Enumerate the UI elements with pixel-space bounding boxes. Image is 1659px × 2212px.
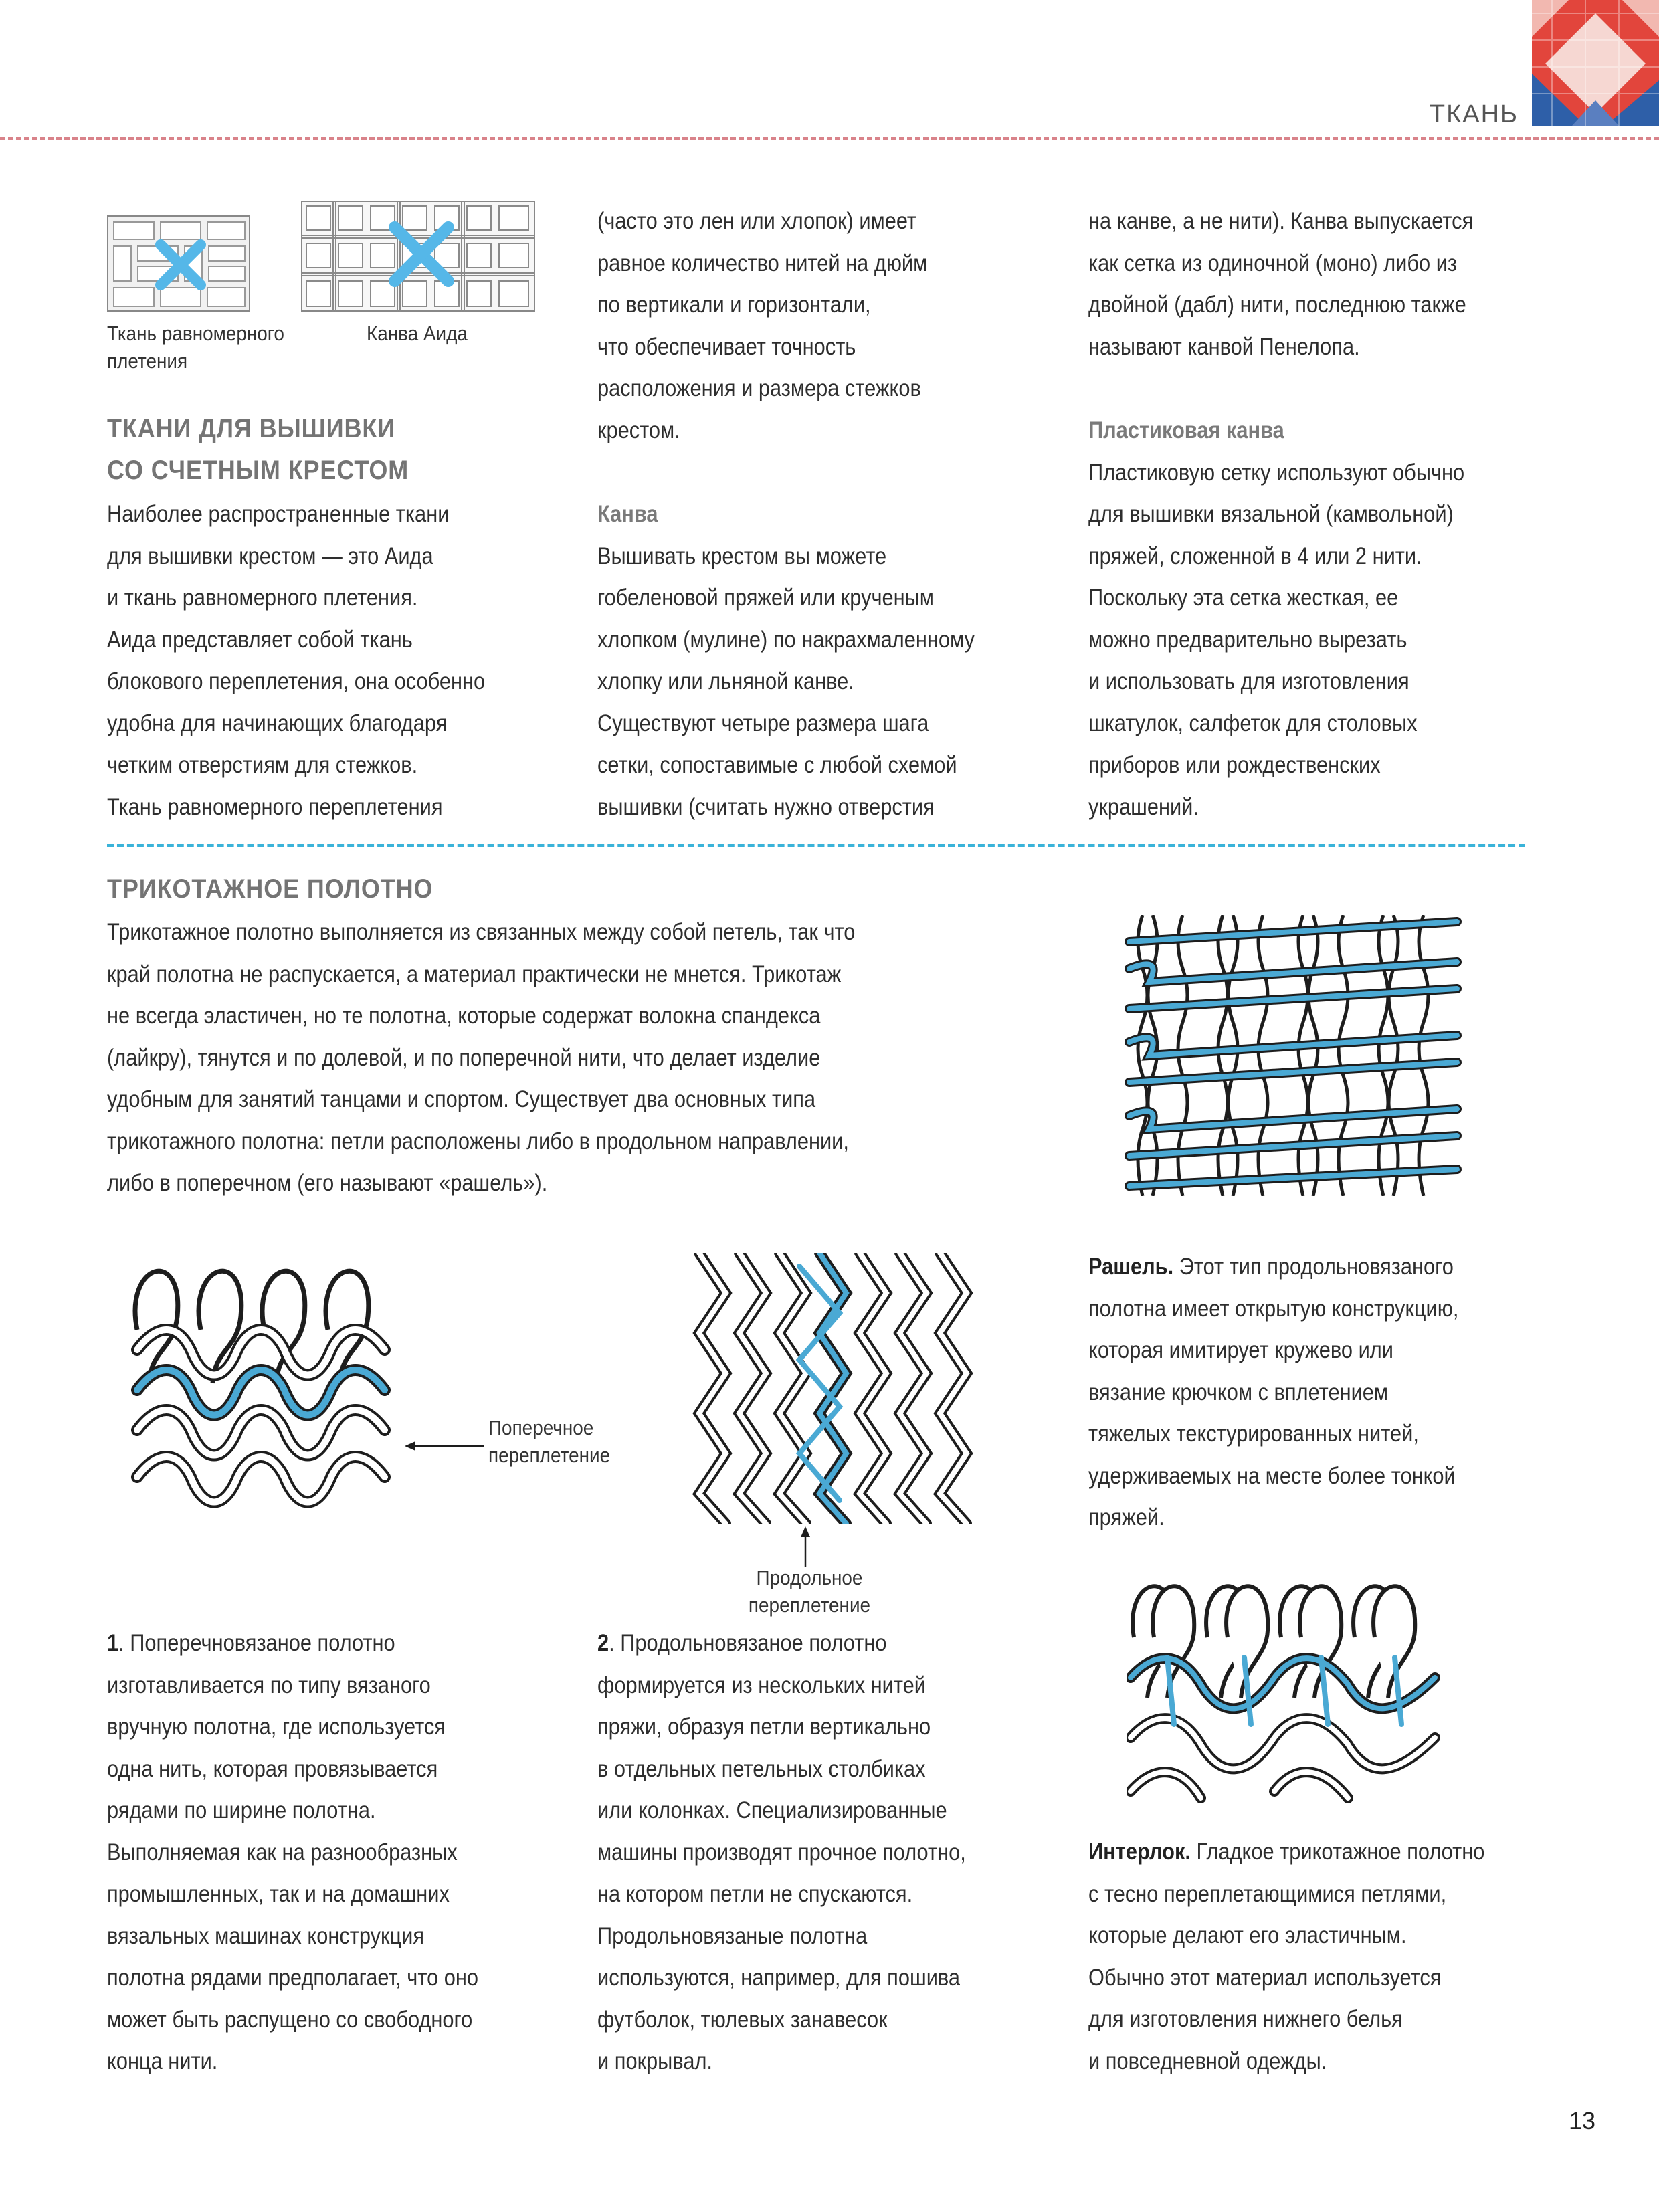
weft-label-line2: переплетение — [488, 1443, 611, 1467]
interlock-term: Интерлок. — [1088, 1839, 1191, 1865]
text-line: и ткань равномерного плетения. — [107, 585, 418, 611]
knit-heading: ТРИКОТАЖНОЕ ПОЛОТНО — [107, 874, 433, 904]
plastic-section — [1088, 410, 1524, 828]
text-line: удерживаемых на месте более тонкой — [1088, 1462, 1456, 1489]
text-line: удобна для начинающих благодаря — [107, 710, 448, 736]
even-weave-swatch — [107, 215, 250, 312]
interlock-text — [1088, 1831, 1524, 2082]
text-line: Обычно этот материал используется — [1088, 1964, 1442, 1991]
text-line: вышивки (считать нужно отверстия — [597, 793, 935, 820]
text-line: край полотна не распускается, а материал практически не мнется. Трикотаж — [107, 961, 842, 987]
canvas-heading: Канва — [597, 501, 658, 527]
counted-body — [107, 494, 543, 828]
text-line: по вертикали и горизонтали, — [597, 292, 871, 318]
text-line: и использовать для изготовления — [1088, 668, 1409, 694]
text-line: либо в поперечном (его называют «рашель»). — [107, 1170, 548, 1196]
text-line: и повседневной одежды. — [1088, 2047, 1327, 2074]
text-line: или колонках. Специализированные — [597, 1797, 947, 1823]
text-line: Ткань равномерного переплетения — [107, 793, 443, 820]
page-number: 13 — [1568, 2107, 1595, 2134]
item1-number: 1 — [107, 1630, 119, 1656]
aida-swatch — [301, 201, 535, 312]
text-line: гобеленовой пряжей или крученым — [597, 585, 934, 611]
text-line: и покрывал. — [597, 2048, 712, 2074]
text-line: вязание крючком с вплетением — [1088, 1379, 1389, 1405]
text-line: (лайкру), тянутся и по долевой, и по поперечной нити, что делает изделие — [107, 1044, 821, 1071]
interlock-first-line-text: Гладкое трикотажное полотно — [1190, 1839, 1485, 1865]
counted-heading — [107, 408, 468, 491]
text-line: машины производят прочное полотно, — [597, 1839, 966, 1866]
text-line: вязальных машинах конструкция — [107, 1922, 425, 1949]
text-line: рядами по ширине полотна. — [107, 1797, 376, 1823]
text-line: для изготовления нижнего белья — [1088, 2006, 1403, 2032]
text-line: промышленных, так и на домашних — [107, 1881, 450, 1907]
text-line: украшений. — [1088, 793, 1199, 820]
text-line: с тесно переплетающимися петлями, — [1088, 1880, 1447, 1907]
text-line: не всегда эластичен, но те полотна, которые содержат волокна спандекса — [107, 1003, 821, 1029]
item1-first-line — [107, 1623, 543, 1665]
text-line: футболок, тюлевых занавесок — [597, 2006, 888, 2033]
text-line: для вышивки крестом — это Аида — [107, 542, 433, 569]
text-line: равное количество нитей на дюйм — [597, 249, 928, 276]
corner-fabric-motif — [1532, 0, 1659, 126]
interlock-illustration — [1127, 1564, 1442, 1805]
text-line: что обеспечивает точность — [597, 333, 856, 360]
raschel-term: Рашель. — [1088, 1253, 1174, 1280]
text-line: четким отверстиям для стежков. — [107, 752, 418, 778]
text-line: на канве, а не нити). Канва выпускается — [1088, 208, 1474, 234]
text-line: Аида представляет собой ткань — [107, 626, 413, 653]
warp-label-line1: Продольное — [756, 1566, 863, 1589]
text-line: Выполняемая как на разнообразных — [107, 1839, 458, 1866]
warp-label-line2: переплетение — [748, 1593, 871, 1617]
text-line: вручную полотна, где используется — [107, 1714, 446, 1740]
raschel-first-line — [1088, 1246, 1524, 1288]
text-line: может быть распущено со свободного — [107, 2006, 473, 2033]
item1-text — [107, 1623, 543, 2083]
text-line: Вышивать крестом вы можете — [597, 542, 887, 569]
section-label: ТКАНЬ — [1429, 100, 1519, 128]
col2-top-body — [597, 201, 1033, 451]
text-line: Наиболее распространенные ткани — [107, 501, 450, 527]
text-line: Трикотажное полотно выполняется из связанных между собой петель, так что — [107, 919, 856, 945]
col3-top-body — [1088, 201, 1524, 368]
raschel-text — [1088, 1246, 1524, 1539]
text-line: шкатулок, салфеток для столовых — [1088, 710, 1418, 736]
text-line: пряжи, образуя петли вертикально — [597, 1714, 931, 1740]
text-line: Продольновязаные полотна — [597, 1922, 868, 1949]
text-line: блокового переплетения, она особенно — [107, 668, 486, 694]
text-line: тяжелых текстурированных нитей, — [1088, 1421, 1419, 1447]
text-line: полотна имеет открытую конструкцию, — [1088, 1295, 1459, 1322]
header-divider — [0, 137, 1659, 140]
counted-heading-line2: СО СЧЕТНЫМ КРЕСТОМ — [107, 456, 409, 485]
text-line: как сетка из одиночной (моно) либо из — [1088, 249, 1458, 276]
raschel-first-line-text: Этот тип продольновязаного — [1173, 1253, 1454, 1280]
canvas-section — [597, 494, 1033, 828]
text-line: трикотажного полотна: петли расположены либо в продольном направлении, — [107, 1128, 849, 1154]
text-line: в отдельных петельных столбиках — [597, 1755, 926, 1782]
text-line: хлопком (мулине) по накрахмаленному — [597, 626, 975, 653]
raschel-illustration — [1123, 915, 1468, 1196]
text-line: полотна рядами предполагает, что оно — [107, 1965, 479, 1991]
text-line: Поскольку эта сетка жесткая, ее — [1088, 585, 1399, 611]
weft-label-line1: Поперечное — [488, 1416, 594, 1439]
item1-first-line-text: . Поперечновязаное полотно — [118, 1630, 395, 1656]
interlock-first-line — [1088, 1831, 1524, 1874]
plastic-heading: Пластиковая канва — [1088, 417, 1284, 443]
section-divider — [107, 844, 1525, 847]
text-line: приборов или рождественских — [1088, 752, 1381, 778]
text-line: хлопку или льняной канве. — [597, 668, 854, 694]
text-line: которая имитирует кружево или — [1088, 1337, 1393, 1363]
weft-label — [488, 1414, 645, 1469]
item2-number: 2 — [597, 1630, 609, 1656]
text-line: можно предварительно вырезать — [1088, 626, 1407, 653]
text-line: используются, например, для пошива — [597, 1965, 961, 1991]
text-line: (часто это лен или хлопок) имеет — [597, 208, 917, 234]
text-line: крестом. — [597, 417, 680, 443]
text-line: для вышивки вязальной (камвольной) — [1088, 501, 1454, 527]
text-line: на котором петли не спускаются. — [597, 1881, 913, 1907]
text-line: формируется из нескольких нитей — [597, 1672, 926, 1698]
text-line: Пластиковую сетку используют обычно — [1088, 459, 1465, 486]
text-line: называют канвой Пенелопа. — [1088, 333, 1360, 360]
weft-arrow-icon — [405, 1439, 485, 1453]
aida-caption: Канва Аида — [367, 322, 468, 345]
item2-first-line — [597, 1623, 1033, 1665]
text-line: удобным для занятий танцами и спортом. Существует два основных типа — [107, 1086, 816, 1112]
warp-arrow-icon — [799, 1526, 812, 1567]
text-line: расположения и размера стежков — [597, 375, 921, 401]
warp-knit-illustration — [686, 1253, 987, 1524]
counted-heading-line1: ТКАНИ ДЛЯ ВЫШИВКИ — [107, 414, 396, 443]
even-weave-caption: Ткань равномерного плетения — [107, 322, 284, 373]
text-line: пряжей. — [1088, 1504, 1165, 1530]
item2-text — [597, 1623, 1033, 2083]
item2-first-line-text: . Продольновязаное полотно — [609, 1630, 887, 1656]
text-line: сетки, сопоставимые с любой схемой — [597, 752, 957, 778]
text-line: одна нить, которая провязывается — [107, 1755, 438, 1782]
text-line: которые делают его эластичным. — [1088, 1922, 1407, 1948]
text-line: Существуют четыре размера шага — [597, 710, 929, 736]
weft-knit-illustration — [130, 1249, 398, 1524]
text-line: двойной (дабл) нити, последнюю также — [1088, 292, 1466, 318]
text-line: изготавливается по типу вязаного — [107, 1672, 431, 1698]
text-line: пряжей, сложенной в 4 или 2 нити. — [1088, 542, 1422, 569]
text-line: конца нити. — [107, 2048, 218, 2074]
warp-label — [731, 1564, 888, 1619]
knit-body — [107, 912, 990, 1205]
